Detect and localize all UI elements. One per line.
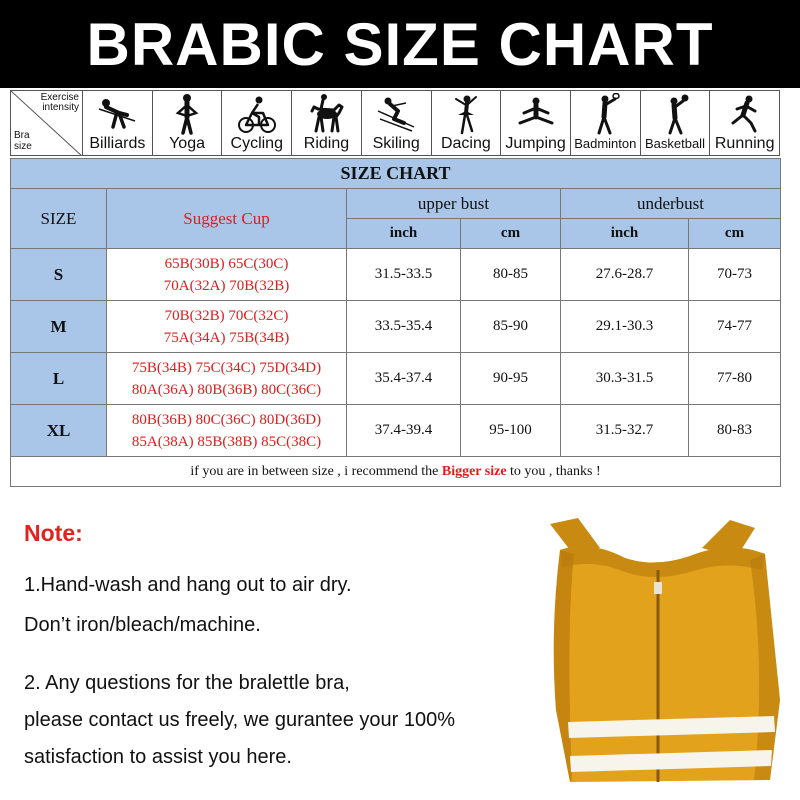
bigger-size-highlight: Bigger size <box>441 463 507 479</box>
upper-bust-inch: 33.5-35.4 <box>347 301 461 353</box>
size-column-header: SIZE <box>11 189 107 249</box>
upper-bust-cm: 85-90 <box>461 301 561 353</box>
table-row <box>11 301 781 353</box>
table-heading: SIZE CHART <box>11 159 781 189</box>
sport-label: Riding <box>303 135 350 152</box>
contact-note: 2. Any questions for the bralettle bra, <box>24 672 350 694</box>
running-icon <box>725 93 765 135</box>
sports-bra-image <box>530 510 795 795</box>
sport-riding <box>292 91 362 155</box>
underbust-cm: 74-77 <box>689 301 781 353</box>
dancing-icon <box>446 93 486 135</box>
unit-cm-header: cm <box>689 219 781 249</box>
upper-bust-header: upper bust <box>347 189 561 219</box>
suggest-cup-value: 65B(30B) 65C(30C) 70A(32A) 70B(32B) <box>107 249 347 301</box>
yoga-icon <box>167 93 207 135</box>
cycling-icon <box>237 93 277 135</box>
sport-basketball <box>641 91 711 155</box>
suggest-cup-value: 70B(32B) 70C(32C) 75A(34A) 75B(34B) <box>107 301 347 353</box>
basketball-icon <box>655 93 695 135</box>
table-row <box>11 405 781 457</box>
sport-label: Cycling <box>230 135 283 152</box>
sport-jumping <box>501 91 571 155</box>
exercise-intensity-strip <box>10 90 780 156</box>
bra-size-label: Bra size <box>14 130 32 152</box>
care-instruction: 1.Hand-wash and hang out to air dry. <box>24 574 352 596</box>
contact-note: please contact us freely, we gurantee your 100% <box>24 709 455 731</box>
underbust-cm: 70-73 <box>689 249 781 301</box>
underbust-cm: 77-80 <box>689 353 781 405</box>
size-value: L <box>11 353 107 405</box>
suggest-cup-value: 75B(34B) 75C(34C) 75D(34D) 80A(36A) 80B(36B) 80C(36C) <box>107 353 347 405</box>
sport-running <box>710 91 779 155</box>
size-value: M <box>11 301 107 353</box>
underbust-inch: 27.6-28.7 <box>561 249 689 301</box>
size-value: XL <box>11 405 107 457</box>
sport-label: Badminton <box>574 136 637 151</box>
sport-label: Dacing <box>440 135 491 152</box>
unit-inch-header: inch <box>347 219 461 249</box>
underbust-cm: 80-83 <box>689 405 781 457</box>
upper-bust-cm: 95-100 <box>461 405 561 457</box>
underbust-inch: 30.3-31.5 <box>561 353 689 405</box>
sport-badminton <box>571 91 641 155</box>
unit-inch-header: inch <box>561 219 689 249</box>
note-title: Note: <box>24 520 83 546</box>
cup-column-header: Suggest Cup <box>107 189 347 249</box>
unit-cm-header: cm <box>461 219 561 249</box>
suggest-cup-value: 80B(36B) 80C(36C) 80D(36D) 85A(38A) 85B(38B) 85C(38C) <box>107 405 347 457</box>
size-advice-footer: if you are in between size , i recommend the Bigger size to you , thanks ! <box>11 457 781 487</box>
sport-dancing <box>432 91 502 155</box>
upper-bust-inch: 37.4-39.4 <box>347 405 461 457</box>
sport-label: Basketball <box>644 136 705 151</box>
sport-billiards <box>83 91 153 155</box>
contact-note: satisfaction to assist you here. <box>24 746 292 768</box>
exercise-intensity-label: Exercise intensity <box>40 92 79 113</box>
sport-label: Billiards <box>89 135 146 152</box>
table-row <box>11 249 781 301</box>
underbust-inch: 29.1-30.3 <box>561 301 689 353</box>
skiing-icon <box>376 93 416 135</box>
upper-bust-inch: 35.4-37.4 <box>347 353 461 405</box>
sport-label: Yoga <box>169 135 205 152</box>
page-title: BRABIC SIZE CHART <box>86 10 714 78</box>
sport-label: Skiling <box>372 135 420 152</box>
sport-label: Jumping <box>505 135 566 152</box>
upper-bust-cm: 80-85 <box>461 249 561 301</box>
size-value: S <box>11 249 107 301</box>
sport-skiing <box>362 91 432 155</box>
care-instruction: Don’t iron/bleach/machine. <box>24 614 261 636</box>
upper-bust-inch: 31.5-33.5 <box>347 249 461 301</box>
billiards-icon <box>97 93 137 135</box>
title-banner <box>0 0 800 88</box>
table-row <box>11 353 781 405</box>
sport-yoga <box>153 91 223 155</box>
corner-header-cell <box>11 91 83 155</box>
upper-bust-cm: 90-95 <box>461 353 561 405</box>
sport-label: Running <box>714 135 775 152</box>
riding-icon <box>306 93 346 135</box>
underbust-inch: 31.5-32.7 <box>561 405 689 457</box>
underbust-header: underbust <box>561 189 781 219</box>
sport-cycling <box>222 91 292 155</box>
size-chart-table <box>10 158 781 487</box>
badminton-icon <box>585 93 625 135</box>
jumping-icon <box>516 93 556 135</box>
